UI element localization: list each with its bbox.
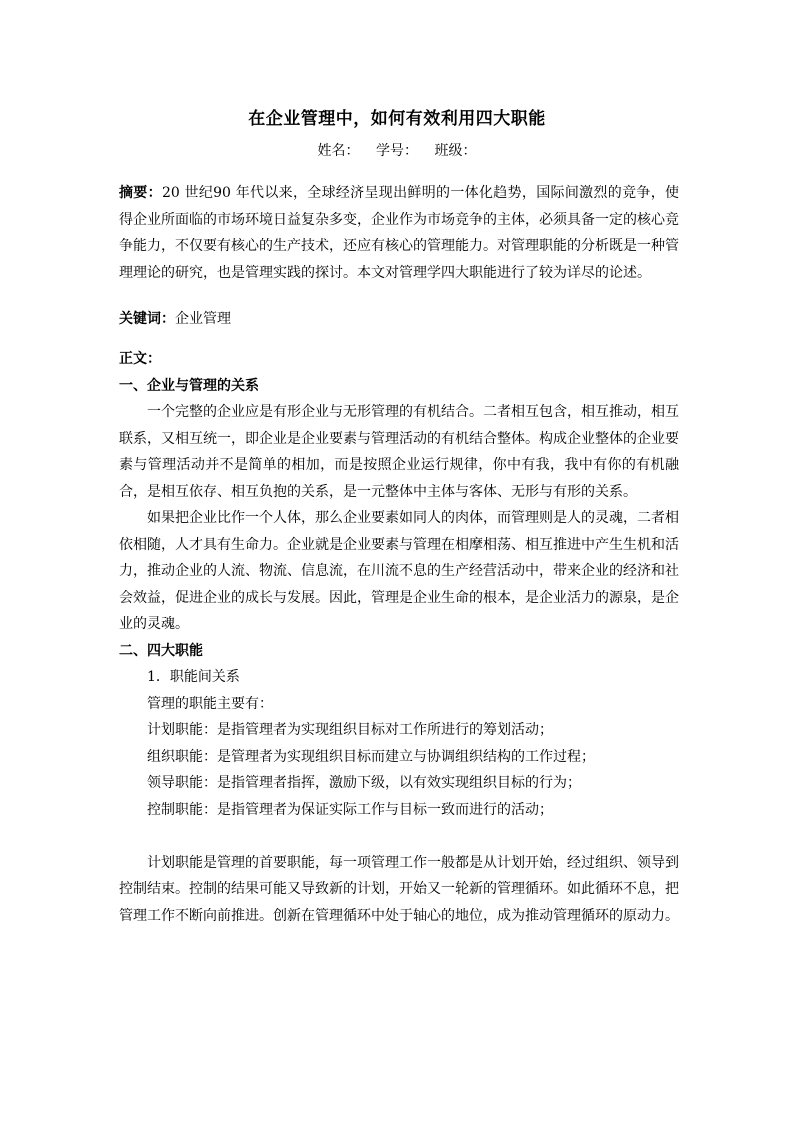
function-item-organizing: 组织职能：是管理者为实现组织目标而建立与协调组织结构的工作过程； [147,748,595,765]
keywords-block [119,306,679,333]
functions-intro: 管理的职能主要有： [147,695,273,712]
section-1-heading: 一、企业与管理的关系 [119,377,259,394]
function-item-controlling: 控制职能：是指管理者为保证实际工作与目标一致而进行的活动； [147,801,553,818]
abstract-block [119,180,679,286]
section-2-subheading: 1．职能间关系 [147,669,240,685]
class-field-label: 班级： [434,143,477,159]
function-item-leading: 领导职能：是指管理者指挥，激励下级，以有效实现组织目标的行为； [147,775,581,791]
abstract-text: 20 世纪90 年代以来，全球经济呈现出鲜明的一体化趋势，国际间激烈的竞争，使得企业所面临的市场环境日益复杂多变，企业作为市场竞争的主体，必须具备一定的核心竞争能力，不仅要有核心的生产技术，还应有核心的管理能力。对管理职能的分析既是一种管理理论的研究，也是管理实践的探讨。本文对管理学四大职能进行了较为详尽的论述。 [119,185,680,281]
body-section [119,346,679,929]
section-2-paragraph: 计划职能是管理的首要职能，每一项管理工作一般都是从计划开始，经过组织、领导到控制结束。控制的结果可能又导致新的计划，开始又一轮新的管理循环。如此循环不息，把管理工作不断向前推进。创新在管理循环中处于轴心的地位，成为推动管理循环的原动力。 [119,854,679,924]
function-item-planning: 计划职能：是指管理者为实现组织目标对工作所进行的筹划活动； [147,722,553,738]
section-1-paragraph-2: 如果把企业比作一个人体，那么企业要素如同人的肉体，而管理则是人的灵魂，二者相依相随，人才具有生命力。企业就是企业要素与管理在相摩相荡、相互推进中产生生机和活力，推动企业的人流、物流、信息流，在川流不息的生产经营活动中，带来企业的经济和社会效益，促进企业的成长与发展。因此，管理是企业生命的根本，是企业活力的源泉，是企业的灵魂。 [119,510,679,632]
student-id-field-label: 学号： [376,143,418,159]
keywords-label: 关键词： [119,311,175,327]
name-field-label: 姓名： [317,143,360,159]
section-1-paragraph-1: 一个完整的企业应是有形企业与无形管理的有机结合。二者相互包含，相互推动，相互联系，又相互统一，即企业是企业要素与管理活动的有机结合整体。构成企业整体的企业要素与管理活动并不是简单的相加，而是按照企业运行规律，你中有我，我中有你的有机融合，是相互依存、相互负抱的关系，是一元整体中主体与客体、无形与有形的关系。 [119,404,679,500]
body-label: 正文： [119,351,161,367]
author-info-line [0,140,794,160]
blank-line [119,823,679,850]
document-title: 在企业管理中，如何有效利用四大职能 [248,109,546,129]
abstract-label: 摘要： [119,185,162,201]
keywords-text: 企业管理 [175,311,231,327]
section-2-heading: 二、四大职能 [119,642,203,659]
